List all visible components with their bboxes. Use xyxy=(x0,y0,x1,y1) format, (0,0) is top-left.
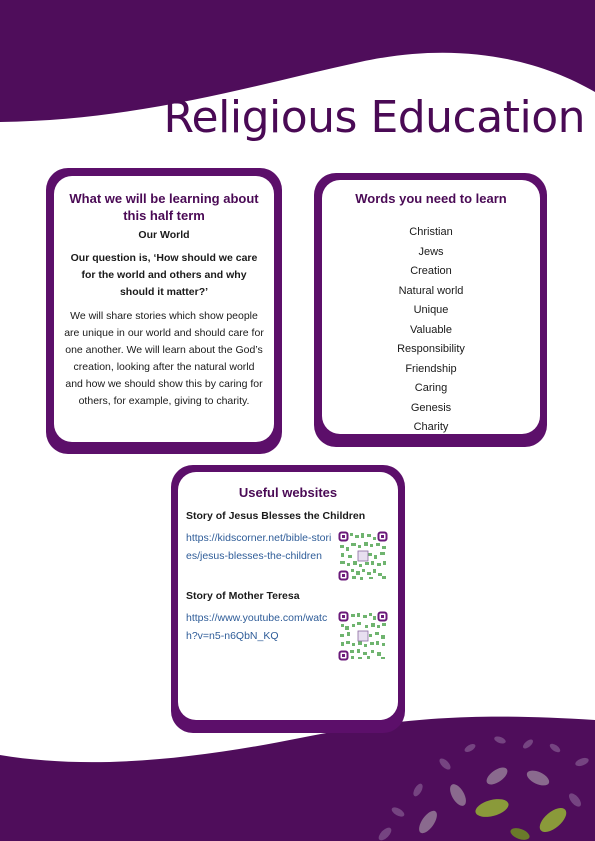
website-link[interactable]: https://kidscorner.net/bible-stories/jesus-blesses-the-children xyxy=(186,532,332,562)
words-heading: Words you need to learn xyxy=(355,191,507,206)
words-card xyxy=(322,180,540,434)
word-item: Creation xyxy=(410,265,452,277)
word-item: Charity xyxy=(413,421,449,433)
website-title: Story of Jesus Blesses the Children xyxy=(186,510,366,522)
page-title: Religious Education xyxy=(163,92,585,143)
word-item: Christian xyxy=(409,226,453,238)
website-title: Story of Mother Teresa xyxy=(186,590,300,602)
word-item: Unique xyxy=(413,304,449,316)
word-item: Valuable xyxy=(410,323,452,336)
websites-card xyxy=(178,472,398,720)
website-row xyxy=(186,609,390,663)
word-item: Friendship xyxy=(405,362,457,375)
word-item: Genesis xyxy=(410,401,452,414)
website-row xyxy=(186,529,390,583)
learning-card xyxy=(54,176,274,442)
word-item: Jews xyxy=(418,245,444,258)
word-list xyxy=(330,223,532,438)
website-link[interactable]: https://www.youtube.com/watch?v=n5-n6QbN_KQ xyxy=(186,612,328,642)
qr-code-icon[interactable] xyxy=(338,611,388,661)
learning-heading: What we will be learning about this half term xyxy=(69,191,259,223)
word-item: Caring xyxy=(414,382,448,394)
learning-topic: Our World xyxy=(138,229,190,241)
learning-description: We will share stories which show people are unique in our world and should care for one another. We will learn about the God’s creation, looking after the natural world and how we should show this by caring for others, for example, giving to charity. xyxy=(64,310,264,407)
qr-code-icon[interactable] xyxy=(338,531,388,581)
word-item: Responsibility xyxy=(397,343,465,355)
word-item: Natural world xyxy=(398,284,464,297)
websites-heading: Useful websites xyxy=(238,485,338,500)
learning-question: Our question is, ‘How should we care for the world and others and why should it matter?’ xyxy=(70,252,258,298)
